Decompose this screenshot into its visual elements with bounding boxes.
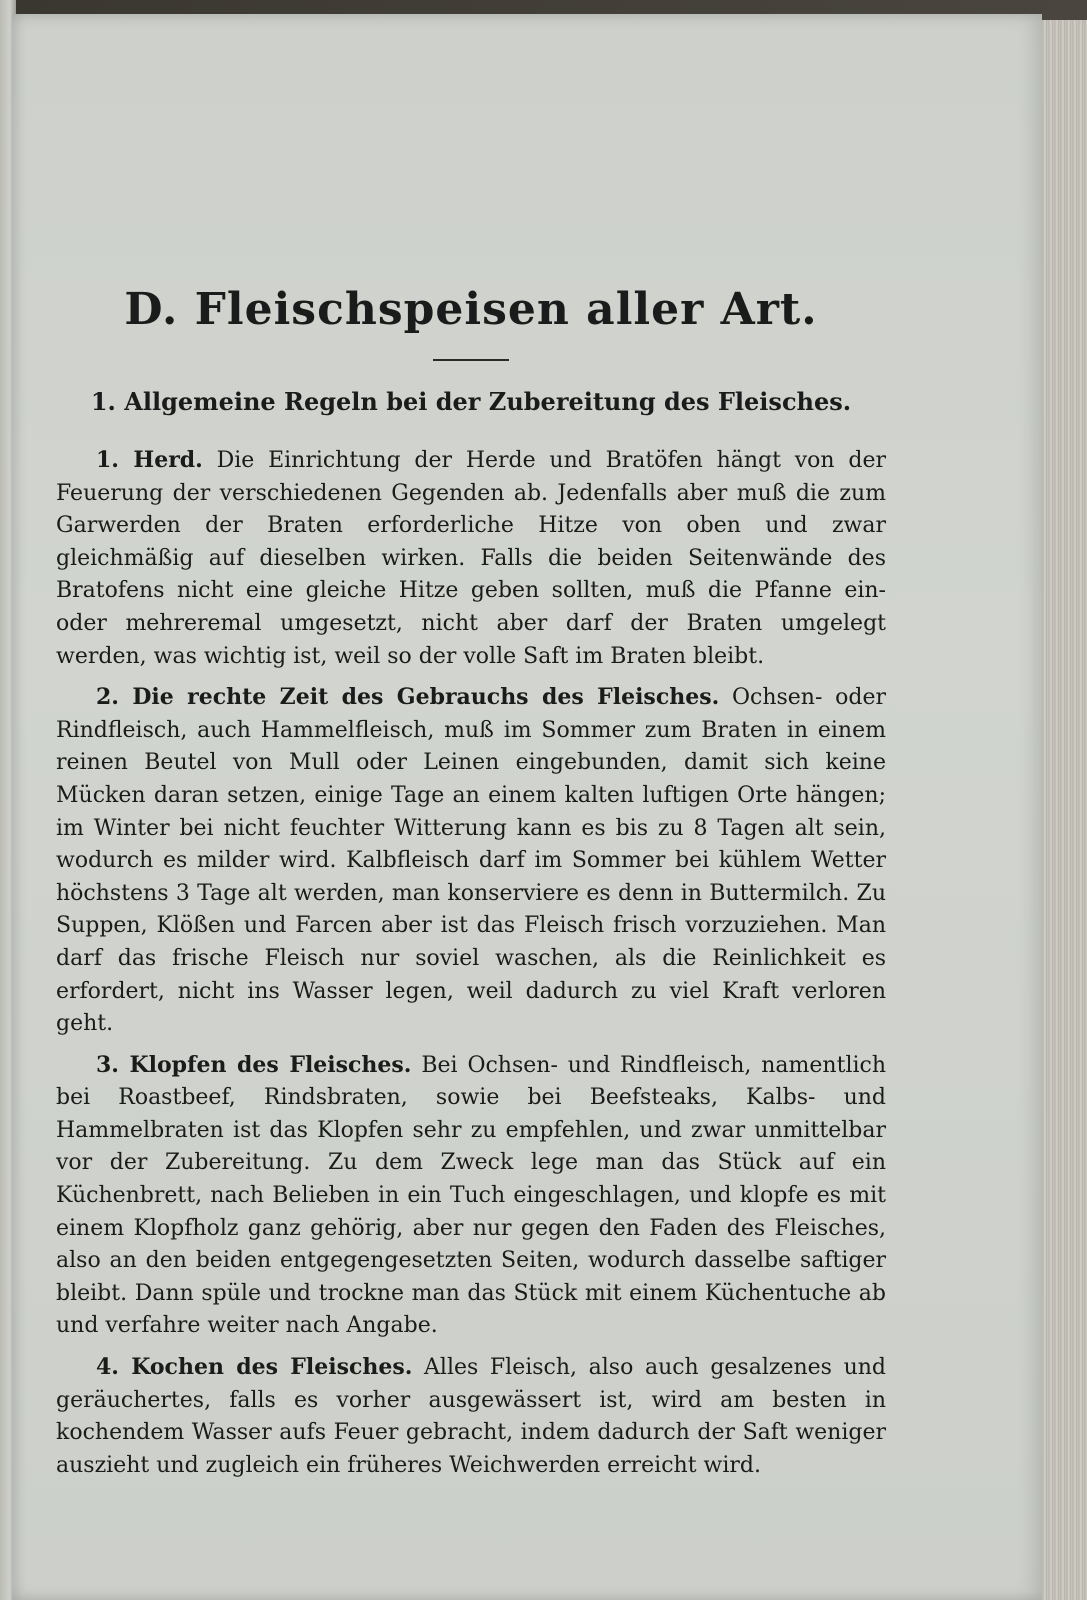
paragraph-text: Bei Ochsen- und Rindfleisch, namentlich bei Roastbeef, Rindsbraten, sowie bei Beefsteaks, Kalbs- und Hammelbraten ist das Klopfen sehr zu empfehlen, und zwar unmittelbar vor der Zubereitung. Zu dem Zweck lege man das Stück auf ein Küchenbrett, nach Belieben in ein Tuch eingeschlagen, und klopfe es mit einem Klopfholz ganz gehörig, aber nur gegen den Faden des Fleisches, also an den beiden entgegengesetzten Seiten, wodurch dasselbe saftiger bleibt. Dann spüle und trockne man das Stück mit einem Küchentuche ab und verfahre weiter nach Angabe. (56, 1052, 886, 1339)
paragraph-klopfen (56, 1049, 886, 1343)
paragraph-rechte-zeit (56, 681, 886, 1041)
title-divider (433, 359, 509, 361)
paragraph-lead: 3. Klopfen des Fleisches. (96, 1051, 412, 1078)
paragraph-lead: 4. Kochen des Fleisches. (96, 1354, 413, 1381)
page-content (56, 284, 886, 1490)
paragraph-herd (56, 444, 886, 673)
paragraph-kochen (56, 1351, 886, 1482)
chapter-title: D. Fleischspeisen aller Art. (124, 284, 818, 335)
paragraph-text: Die Einrichtung der Herde und Bratöfen hängt von der Feuerung der verschiedenen Gegenden ab. Jedenfalls aber muß die zum Garwerden der Braten erforderliche Hitze von oben und zwar gleichmäßig auf dieselben wirken. Falls die beiden Seitenwände des Bratofens nicht eine gleiche Hitze geben sollten, muß die Pfanne ein- oder mehreremal umgesetzt, nicht aber darf der Braten umgelegt werden, was wichtig ist, weil so der volle Saft im Braten bleibt. (56, 448, 886, 669)
paragraph-lead: 1. Herd. (96, 447, 203, 473)
paragraph-text: Ochsen- oder Rindfleisch, auch Hammelfleisch, muß im Sommer zum Braten in einem reinen Beutel von Mull oder Leinen eingebunden, damit sich keine Mücken daran setzen, einige Tage an einem kalten luftigen Orte hängen; im Winter bei nicht feuchter Witterung kann es bis zu 8 Tagen alt sein, wodurch es milder wird. Kalbfleisch darf im Sommer bei kühlem Wetter höchstens 3 Tage alt werden, man konserviere es denn in Buttermilch. Zu Suppen, Klößen und Farcen aber ist das Fleisch frisch vorzuziehen. Man darf das frische Fleisch nur soviel waschen, als die Reinlichkeit es erfordert, nicht ins Wasser legen, weil dadurch zu viel Kraft verloren geht. (56, 685, 886, 1037)
book-page (12, 14, 1042, 1600)
paragraph-lead: 2. Die rechte Zeit des Gebrauchs des Fleisches. (96, 684, 720, 711)
paragraph-text: Alles Fleisch, also auch gesalzenes und geräuchertes, falls es vorher ausgewässert ist, wird am besten in kochendem Wasser aufs Feuer gebracht, indem dadurch der Saft weniger auszieht und zugleich ein früheres Weichwerden erreicht wird. (56, 1355, 886, 1478)
section-heading: 1. Allgemeine Regeln bei der Zubereitung des Fleisches. (90, 387, 852, 416)
